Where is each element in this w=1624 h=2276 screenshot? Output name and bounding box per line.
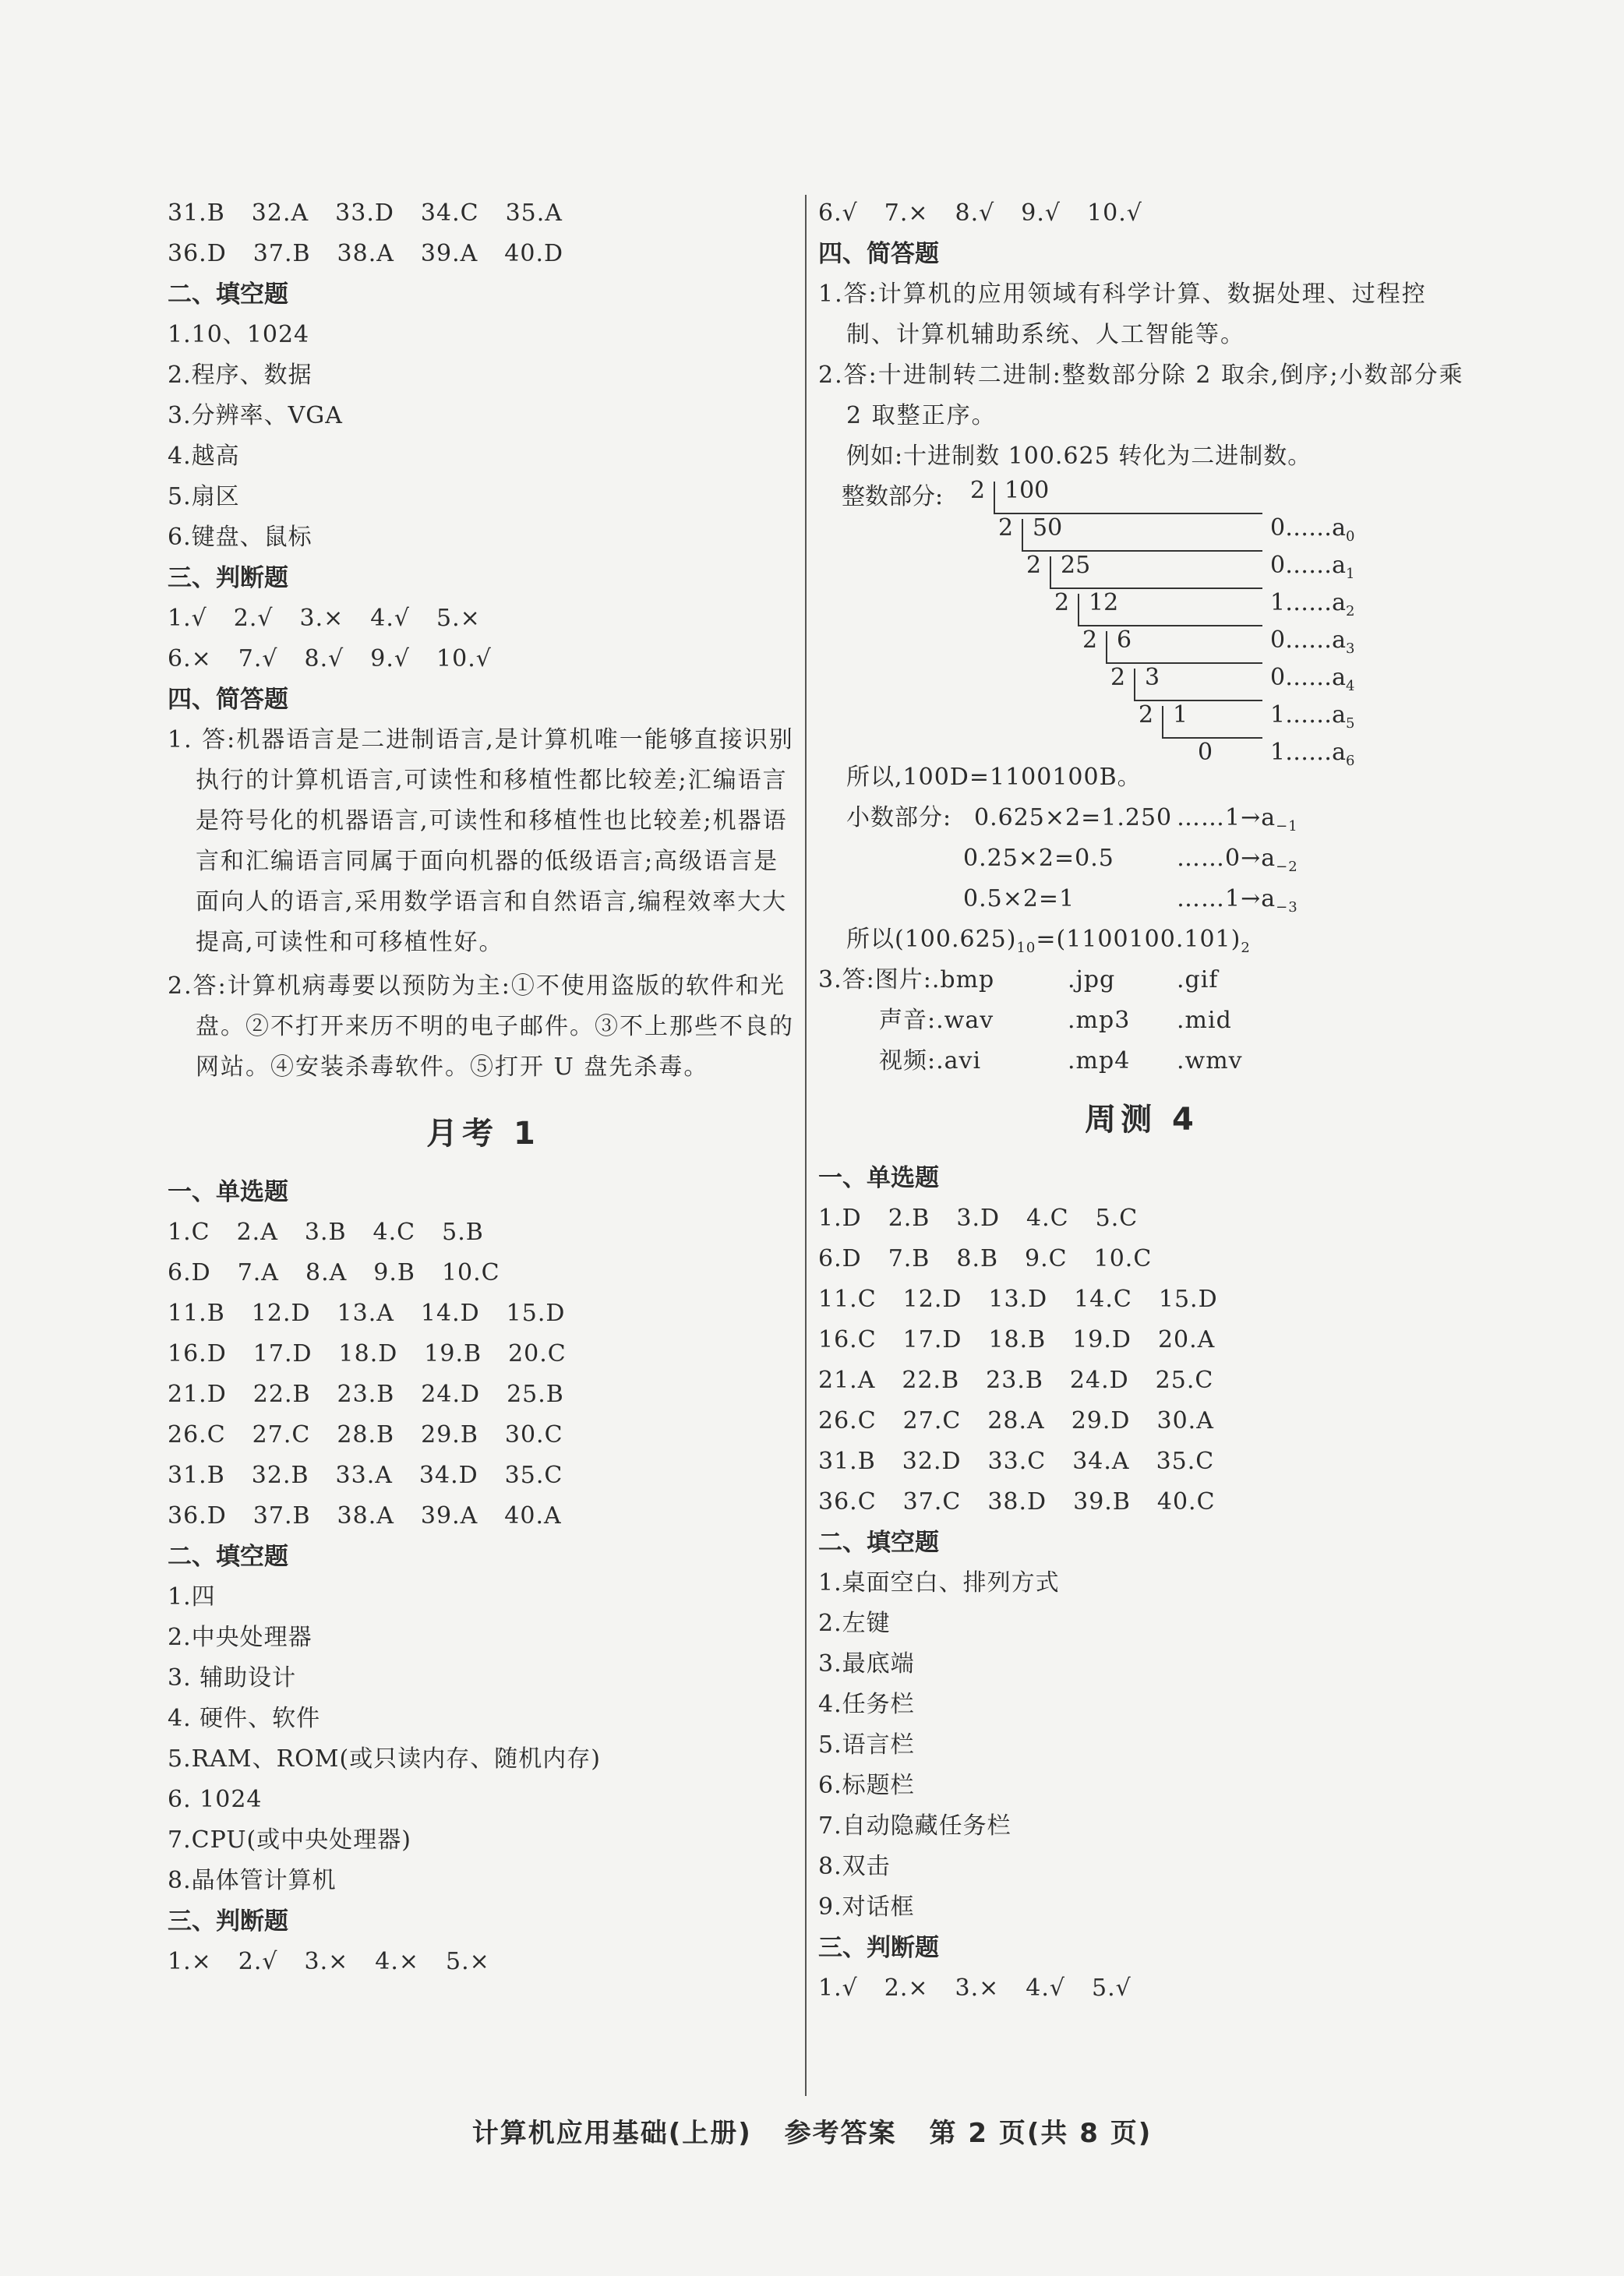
remainder-subscript: 4: [1345, 678, 1355, 694]
list-item: 6. 1024: [168, 1786, 263, 1813]
answer-row: [168, 1942, 799, 1982]
answer-item: 23.B: [986, 1367, 1043, 1394]
remainder-subscript: 1: [1345, 566, 1355, 582]
answer-item: 6.√: [818, 199, 858, 227]
list-item: 1.10、1024: [168, 321, 310, 348]
single-choice-answers: [168, 1212, 799, 1537]
answer-item: 39.B: [1073, 1488, 1131, 1516]
single-choice-heading: 一、单选题: [818, 1164, 939, 1192]
list-item: 8.晶体管计算机: [168, 1867, 337, 1894]
fill-heading: 二、填空题: [168, 281, 288, 309]
answer-item: 8.A: [305, 1259, 348, 1286]
fill-heading: 二、填空题: [168, 1543, 288, 1571]
answer-item: 14.D: [420, 1300, 480, 1327]
answer-item: 21.A: [818, 1367, 876, 1394]
format-item: .gif: [1177, 966, 1219, 993]
format-row: [818, 1000, 1465, 1041]
answer-item: 4.√: [370, 605, 411, 632]
answer-row: [818, 1279, 1465, 1320]
answer-row: [168, 234, 799, 274]
answer-item: 1.√: [818, 1974, 858, 2002]
footer-kind: 参考答案: [784, 2118, 897, 2149]
division-divisor: 2: [1110, 664, 1126, 691]
answer-item: 10.√: [1087, 199, 1142, 227]
list-item: 7.CPU(或中央处理器): [168, 1826, 411, 1854]
division-divisor: 2: [970, 477, 986, 504]
final-result: [818, 919, 1465, 960]
answer-item: 34.D: [418, 1462, 478, 1489]
answer-item: 7.√: [238, 645, 278, 672]
answer-row: [168, 1496, 799, 1537]
answer-item: 12.D: [251, 1300, 311, 1327]
division-remainder: [1270, 514, 1354, 545]
fraction-result-text: ……1→a: [1177, 804, 1276, 831]
format-item: .mp3: [1068, 1007, 1131, 1034]
fraction-result-subscript: −2: [1276, 859, 1298, 875]
answer-item: 5.×: [436, 605, 481, 632]
division-value: 50: [1033, 514, 1063, 542]
short-answer-1: 1. 答:机器语言是二进制语言,是计算机唯一能够直接识别执行的计算机语言,可读性和移植性都比较差;汇编语言是符号化的机器语言,可读性和移植性也比较差;机器语言和汇编语言同属于面向机器的低级语言;高级语言是面向人的语言,采用数学语言和自然语言,编程效率大大提高,可读性和可移植性好。: [168, 726, 794, 956]
division-divisor: 2: [1026, 552, 1042, 579]
list-item: 4. 硬件、软件: [168, 1705, 321, 1732]
format-item: .mp4: [1068, 1047, 1131, 1074]
division-bracket: [1050, 556, 1051, 588]
format-item: .mid: [1177, 1007, 1232, 1034]
fill-heading: 二、填空题: [818, 1529, 939, 1557]
answer-item: 4.C: [372, 1219, 416, 1246]
division-remainder: [1270, 589, 1354, 619]
answer-item: 2.√: [233, 605, 274, 632]
answer-item: 36.D: [168, 1502, 227, 1530]
answer-item: 19.D: [1072, 1326, 1132, 1353]
fraction-step: [818, 838, 1465, 879]
format-item: 声音:.wav: [879, 1007, 994, 1034]
fraction-expr: 0.25×2=0.5: [963, 845, 1114, 872]
answer-item: 35.A: [505, 199, 563, 227]
answer-item: 28.B: [337, 1421, 395, 1449]
answer-item: 9.√: [370, 645, 411, 672]
answer-item: 33.D: [335, 199, 394, 227]
answer-item: 6.D: [818, 1245, 862, 1272]
answer-item: 38.D: [987, 1488, 1047, 1516]
division-divisor: 2: [998, 514, 1014, 542]
judge-heading: 三、判断题: [818, 1934, 939, 1962]
answer-item: 32.A: [251, 199, 309, 227]
remainder-text: 0……a: [1270, 552, 1346, 579]
answer-item: 3.×: [955, 1974, 1000, 2002]
answer-item: 7.A: [237, 1259, 279, 1286]
judge-heading: 三、判断题: [168, 1907, 288, 1935]
answer-row: [818, 1320, 1465, 1360]
final-result-pre: 所以(100.625): [846, 926, 1017, 953]
fraction-result: [1177, 879, 1298, 928]
answer-item: 30.A: [1156, 1407, 1214, 1434]
answer-item: 3.D: [956, 1205, 1001, 1232]
answer-item: 40.D: [504, 240, 564, 267]
answer-item: 8.√: [955, 199, 995, 227]
column-divider: [805, 195, 807, 2096]
division-bracket: [994, 482, 995, 513]
answer-item: 15.D: [1158, 1286, 1218, 1313]
answer-item: 37.B: [252, 1502, 311, 1530]
list-item: 5.RAM、ROM(或只读内存、随机内存): [168, 1745, 601, 1773]
list-item: 2.中央处理器: [168, 1624, 312, 1651]
list-item: 3. 辅助设计: [168, 1664, 297, 1692]
answer-item: 18.D: [338, 1340, 398, 1367]
integer-part-label: 整数部分:: [842, 483, 944, 510]
answer-item: 4.C: [1026, 1205, 1069, 1232]
answer-item: 22.B: [252, 1381, 311, 1408]
format-row: [818, 960, 1465, 1000]
list-item: 3.最底端: [818, 1650, 915, 1678]
answer-item: 10.C: [441, 1259, 500, 1286]
division-bracket: [1106, 631, 1107, 662]
format-item: .jpg: [1068, 966, 1116, 993]
remainder-subscript: 2: [1345, 603, 1355, 619]
division-bracket: [1022, 550, 1262, 552]
division-bracket: [1162, 706, 1163, 737]
list-item: 3.分辨率、VGA: [168, 402, 343, 429]
short-answer-heading: 四、简答题: [818, 240, 939, 268]
answer-item: 9.√: [1021, 199, 1061, 227]
list-item: 2.程序、数据: [168, 362, 312, 389]
final-result-mid: =(1100100.101): [1036, 926, 1241, 953]
answer-item: 25.C: [1155, 1367, 1214, 1394]
answer-row: [818, 1441, 1465, 1482]
answer-item: 18.B: [988, 1326, 1047, 1353]
division-bracket: [1078, 594, 1079, 625]
answer-item: 23.B: [337, 1381, 395, 1408]
answer-item: 37.B: [252, 240, 311, 267]
division-remainder: [1270, 701, 1354, 732]
answer-item: 20.C: [508, 1340, 567, 1367]
division-diagram: [818, 477, 1465, 769]
single-choice-answers: [818, 1198, 1465, 1523]
remainder-text: 0……a: [1270, 514, 1346, 542]
answer-row: [168, 1415, 799, 1456]
answer-row: [168, 1212, 799, 1253]
short-answer-2: 2.答:计算机病毒要以预防为主:①不使用盗版的软件和光盘。②不打开来历不明的电子邮件。③不上那些不良的网站。④安装杀毒软件。⑤打开 U 盘先杀毒。: [168, 972, 794, 1081]
division-remainder: [1270, 739, 1354, 769]
answer-item: 6.×: [168, 645, 212, 672]
answer-item: 26.C: [168, 1421, 226, 1449]
answer-row: [818, 1482, 1465, 1523]
section-title-weekly-4: 周测 4: [1085, 1102, 1199, 1138]
answer-item: 39.A: [420, 1502, 478, 1530]
answer-item: 27.C: [252, 1421, 311, 1449]
list-item: 4.越高: [168, 443, 240, 470]
list-item: 4.任务栏: [818, 1691, 915, 1718]
answer-row: [818, 1198, 1465, 1239]
format-item: 视频:.avi: [879, 1047, 982, 1074]
answer-item: 24.D: [421, 1381, 481, 1408]
footer-book: 计算机应用基础(上册): [471, 2118, 752, 2149]
short-answer-2: 2.答:十进制转二进制:整数部分除 2 取余,倒序;小数部分乘 2 取整正序。: [818, 362, 1464, 429]
answer-item: 33.A: [335, 1462, 393, 1489]
short-answer-3: [818, 960, 1465, 1082]
answer-row: [168, 193, 799, 234]
answer-item: 32.B: [251, 1462, 309, 1489]
answer-item: 30.C: [504, 1421, 563, 1449]
answer-item: 29.B: [421, 1421, 478, 1449]
answer-item: 22.B: [902, 1367, 960, 1394]
list-item: 5.扇区: [168, 483, 240, 510]
fill-list: [168, 1577, 799, 1901]
fill-list: [818, 1563, 1465, 1928]
answer-item: 37.C: [902, 1488, 962, 1516]
division-value: 6: [1117, 626, 1132, 654]
answer-item: 15.D: [506, 1300, 566, 1327]
fraction-expr: 0.5×2=1: [963, 885, 1075, 912]
list-item: 1.桌面空白、排列方式: [818, 1569, 1060, 1597]
remainder-subscript: 5: [1345, 715, 1355, 732]
division-divisor: 2: [1054, 589, 1070, 616]
remainder-subscript: 0: [1345, 528, 1355, 545]
division-value: 3: [1145, 664, 1160, 691]
answer-item: 6.D: [168, 1259, 211, 1286]
answer-item: 39.A: [420, 240, 478, 267]
answer-item: 34.A: [1072, 1448, 1130, 1475]
answer-item: 16.C: [818, 1326, 877, 1353]
list-item: 9.对话框: [818, 1893, 915, 1921]
footer-page: 第 2 页(共 8 页): [929, 2118, 1153, 2149]
answer-item: 2.×: [884, 1974, 929, 2002]
remainder-text: 1……a: [1270, 739, 1346, 766]
answer-item: 28.A: [987, 1407, 1045, 1434]
answer-item: 34.C: [420, 199, 479, 227]
division-bracket: [1050, 588, 1262, 589]
format-item: .wmv: [1177, 1047, 1243, 1074]
answer-item: 8.B: [956, 1245, 999, 1272]
answer-item: 20.A: [1157, 1326, 1216, 1353]
answer-item: 25.B: [507, 1381, 564, 1408]
answer-item: 27.C: [902, 1407, 962, 1434]
fraction-result-text: ……0→a: [1177, 845, 1276, 872]
answer-row: [168, 598, 799, 639]
division-remainder: [1270, 626, 1354, 657]
answer-item: 40.A: [504, 1502, 562, 1530]
answer-row: [168, 1456, 799, 1496]
division-value: 1: [1173, 701, 1188, 729]
answer-item: 31.B: [168, 1462, 225, 1489]
list-item: 5.语言栏: [818, 1731, 915, 1759]
remainder-text: 1……a: [1270, 589, 1346, 616]
section-title-monthly-1: 月考 1: [426, 1116, 540, 1152]
remainder-subscript: 6: [1345, 753, 1355, 769]
answer-item: 35.C: [504, 1462, 563, 1489]
remainder-text: 0……a: [1270, 664, 1346, 691]
answer-item: 38.A: [337, 240, 394, 267]
answer-item: 31.B: [168, 199, 225, 227]
answer-row: [168, 639, 799, 679]
division-remainder: [1270, 664, 1354, 694]
answer-item: 14.C: [1074, 1286, 1132, 1313]
answer-item: 33.C: [987, 1448, 1047, 1475]
answer-row: [818, 1968, 1465, 2009]
final-result-sub: 2: [1241, 940, 1251, 956]
format-row: [818, 1041, 1465, 1082]
answer-item: 19.B: [424, 1340, 482, 1367]
fraction-step: [818, 879, 1465, 919]
judge-heading: 三、判断题: [168, 564, 288, 592]
remainder-text: 1……a: [1270, 701, 1346, 729]
answer-item: 1.D: [818, 1205, 862, 1232]
remainder-text: 0……a: [1270, 626, 1346, 654]
division-value: 25: [1061, 552, 1091, 579]
answer-item: 29.D: [1071, 1407, 1131, 1434]
answer-item: 4.×: [375, 1948, 420, 1975]
answer-item: 2.A: [236, 1219, 278, 1246]
remainder-subscript: 3: [1345, 640, 1355, 657]
division-value: 0: [1198, 739, 1213, 766]
answer-item: 3.B: [304, 1219, 347, 1246]
division-bracket: [1022, 519, 1023, 550]
page-footer: [0, 2112, 1624, 2150]
answer-row: [818, 1401, 1465, 1441]
answer-item: 24.D: [1069, 1367, 1129, 1394]
short-answer-1: 1.答:计算机的应用领域有科学计算、数据处理、过程控制、计算机辅助系统、人工智能等。: [818, 281, 1427, 348]
list-item: 8.双击: [818, 1853, 891, 1880]
answer-item: 38.A: [337, 1502, 394, 1530]
fraction-steps: [818, 798, 1465, 919]
answer-item: 35.C: [1156, 1448, 1215, 1475]
answer-item: 10.C: [1093, 1245, 1153, 1272]
answer-row: [818, 1239, 1465, 1279]
answer-item: 1.C: [168, 1219, 210, 1246]
fraction-expr: 0.625×2=1.250: [974, 804, 1173, 831]
list-item: 1.四: [168, 1583, 216, 1611]
fraction-result-text: ……1→a: [1177, 885, 1276, 912]
fraction-result-subscript: −1: [1276, 818, 1298, 835]
answer-item: 26.C: [818, 1407, 877, 1434]
division-bracket: [1078, 625, 1262, 626]
division-value: 100: [1004, 477, 1050, 504]
answer-item: 7.×: [884, 199, 929, 227]
answer-item: 12.D: [902, 1286, 962, 1313]
answer-item: 11.B: [168, 1300, 225, 1327]
answer-row: [168, 1334, 799, 1374]
answer-item: 13.D: [988, 1286, 1048, 1313]
example-line: 例如:十进制数 100.625 转化为二进制数。: [846, 443, 1312, 470]
answer-row: [168, 1374, 799, 1415]
answer-item: 17.D: [252, 1340, 312, 1367]
answer-item: 40.C: [1156, 1488, 1216, 1516]
answer-item: 13.A: [337, 1300, 394, 1327]
fraction-part-label: 小数部分:: [846, 804, 952, 831]
division-bracket: [1106, 662, 1262, 664]
answer-item: 2.B: [888, 1205, 930, 1232]
answer-item: 5.×: [446, 1948, 490, 1975]
answer-item: 4.√: [1026, 1974, 1066, 2002]
list-item: 7.自动隐藏任务栏: [818, 1812, 1011, 1840]
answer-item: 5.√: [1092, 1974, 1132, 2002]
answer-item: 2.√: [238, 1948, 278, 1975]
answer-item: 7.B: [888, 1245, 930, 1272]
answer-row: [818, 1360, 1465, 1401]
fill-list: [168, 315, 799, 558]
division-value: 12: [1089, 589, 1119, 616]
answer-row: [168, 1293, 799, 1334]
division-bracket: [1134, 669, 1135, 700]
answer-item: 17.D: [902, 1326, 962, 1353]
answer-item: 16.D: [168, 1340, 227, 1367]
fraction-result-subscript: −3: [1276, 899, 1298, 916]
right-column: [818, 193, 1465, 2009]
answer-item: 1.×: [168, 1948, 212, 1975]
fraction-step: [818, 798, 1465, 838]
list-item: 2.左键: [818, 1610, 891, 1637]
answer-item: 5.C: [1095, 1205, 1139, 1232]
division-divisor: 2: [1082, 626, 1098, 654]
answer-row: [168, 1253, 799, 1293]
answer-item: 21.D: [168, 1381, 227, 1408]
answer-item: 36.D: [168, 240, 227, 267]
list-item: 6.标题栏: [818, 1772, 915, 1799]
answer-item: 8.√: [304, 645, 344, 672]
integer-result: 所以,100D=1100100B。: [846, 764, 1142, 791]
left-column: [168, 193, 799, 1982]
final-result-sub: 10: [1016, 940, 1036, 956]
answer-item: 9.B: [373, 1259, 415, 1286]
answer-item: 1.√: [168, 605, 207, 632]
short-answer-heading: 四、简答题: [168, 686, 288, 714]
list-item: 6.键盘、鼠标: [168, 524, 312, 551]
answer-item: 5.B: [442, 1219, 484, 1246]
division-divisor: 2: [1139, 701, 1154, 729]
answer-row: [818, 193, 1465, 234]
division-remainder: [1270, 552, 1354, 582]
answer-item: 3.×: [304, 1948, 349, 1975]
answer-item: 32.D: [902, 1448, 962, 1475]
format-item: 3.答:图片:.bmp: [818, 966, 995, 993]
answer-item: 3.×: [299, 605, 344, 632]
answer-item: 10.√: [436, 645, 492, 672]
answer-item: 31.B: [818, 1448, 876, 1475]
answer-item: 9.C: [1025, 1245, 1068, 1272]
answer-item: 11.C: [818, 1286, 877, 1313]
single-choice-heading: 一、单选题: [168, 1178, 288, 1206]
answer-item: 36.C: [818, 1488, 877, 1516]
